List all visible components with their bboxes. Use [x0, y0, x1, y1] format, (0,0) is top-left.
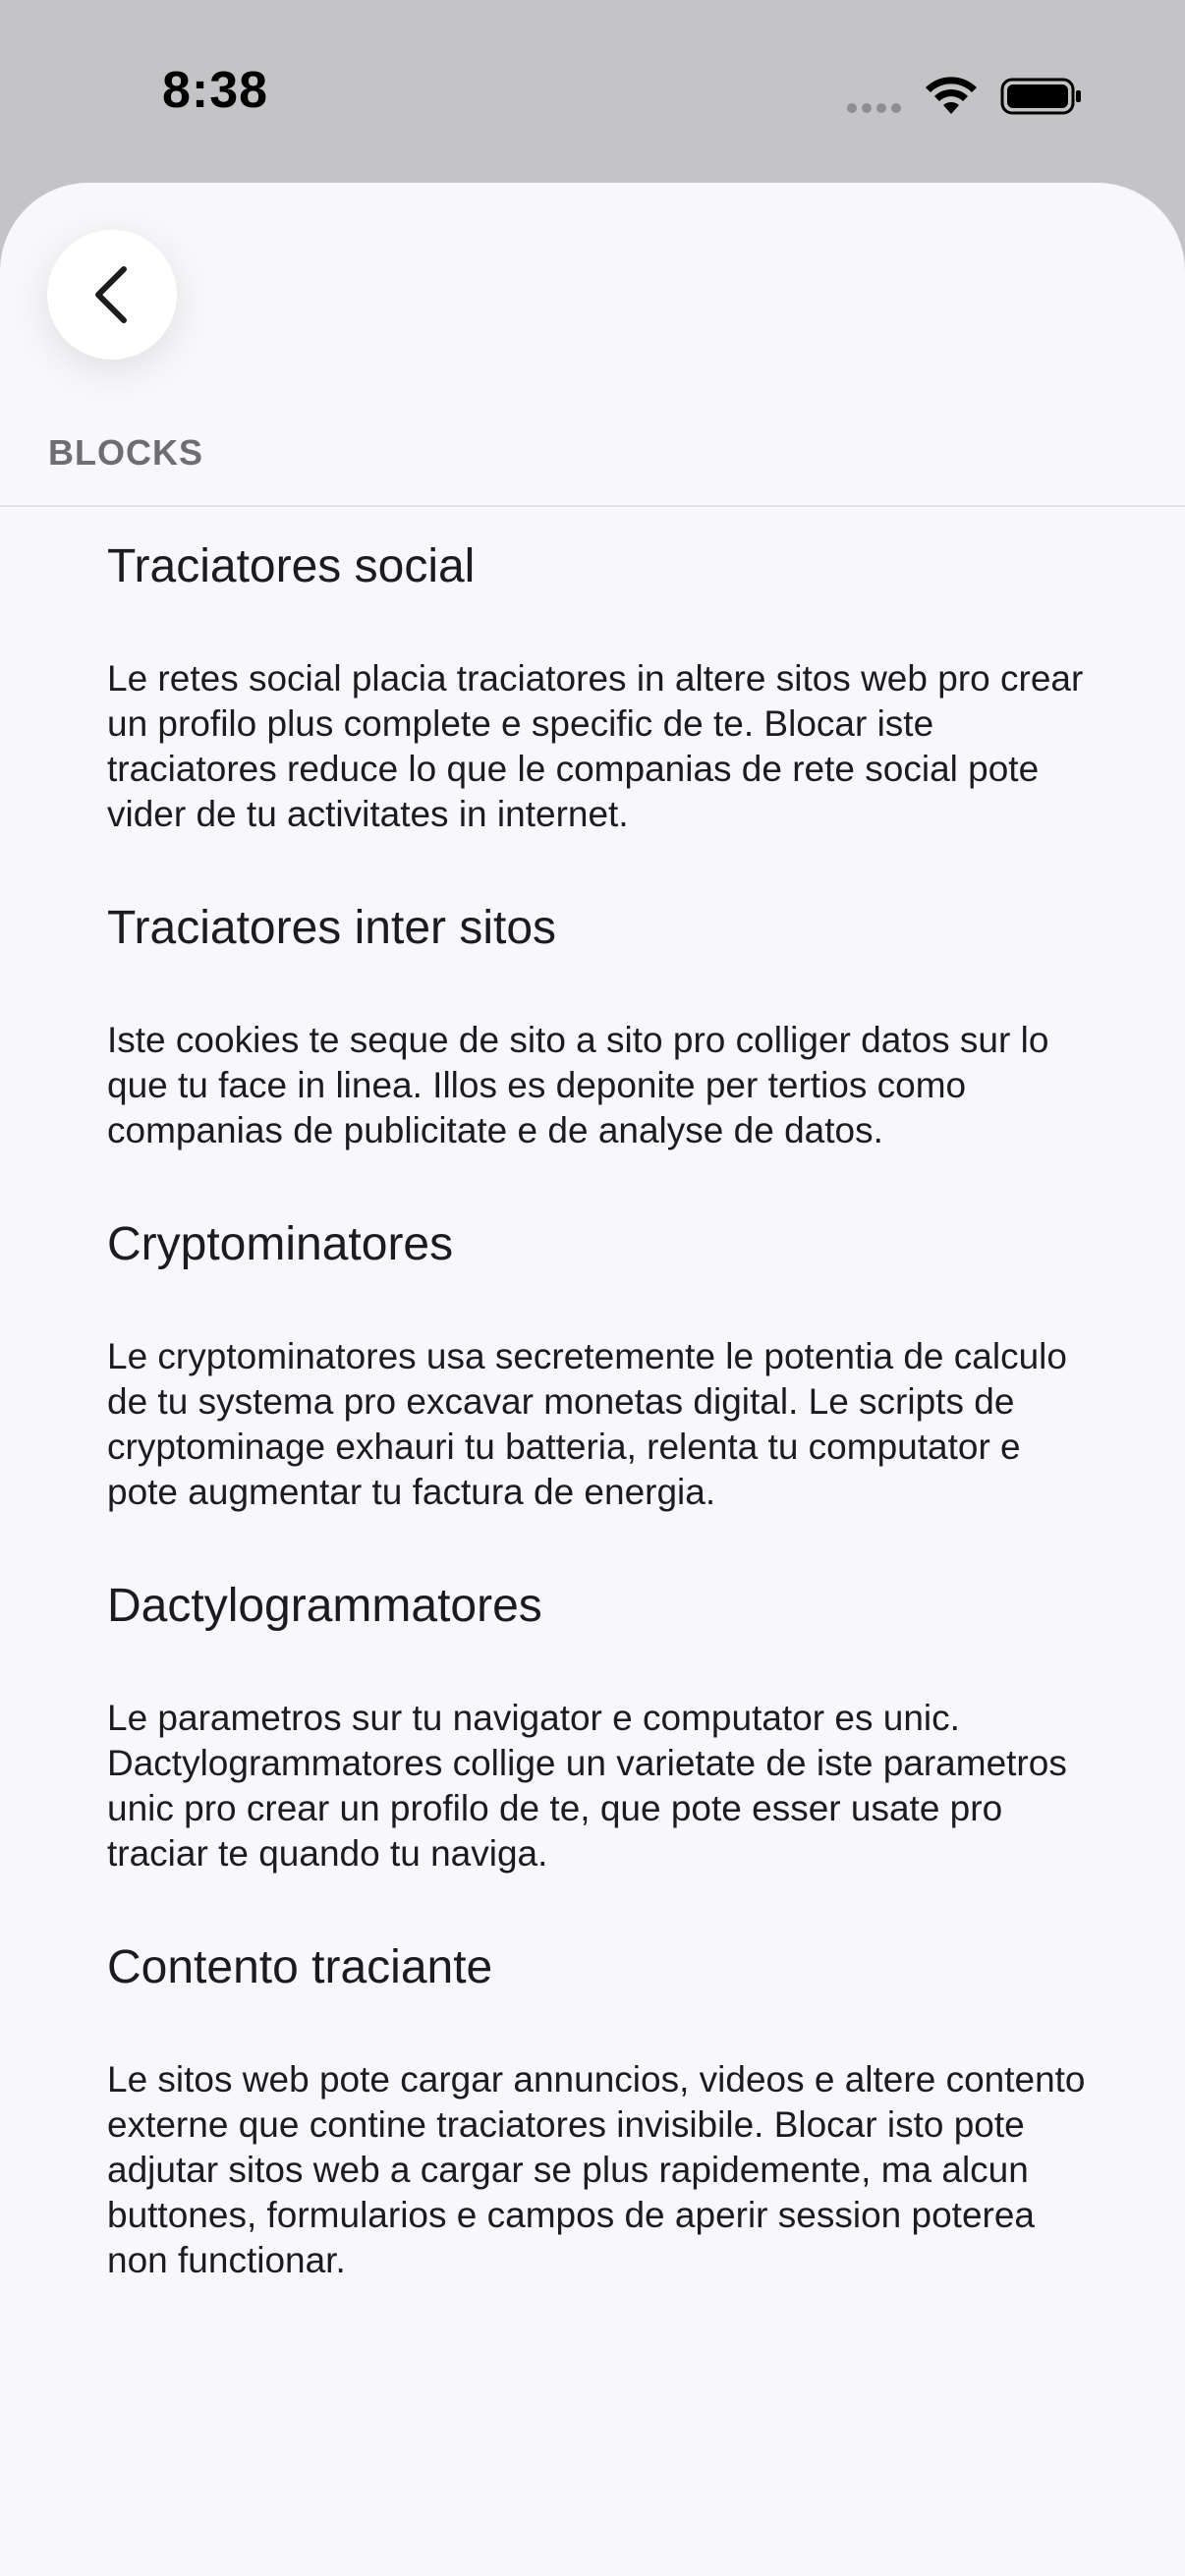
block-title: Cryptominatores — [107, 1218, 454, 1270]
divider — [0, 505, 1185, 507]
status-bar — [0, 0, 1185, 187]
block-description: Le parametros sur tu navigator e computator es unic. Dactylogrammatores collige un varietate de iste parametros unic pro crear un profilo de te, que pote esser usate pro traciar te quando tu naviga. — [107, 1698, 1067, 1874]
block-description: Le retes social placia traciatores in altere sitos web pro crear un profilo plus complete e specific de te. Blocar iste traciatores reduce lo que le companias de rete social pote vider de tu activitates in internet. — [107, 658, 1084, 834]
blocks-list — [107, 536, 1090, 2344]
block-item-cryptominers — [107, 1214, 1090, 1515]
block-title: Contento traciante — [107, 1941, 493, 1993]
block-item-social-trackers — [107, 536, 1090, 837]
block-item-cross-site-trackers — [107, 898, 1090, 1153]
signal-dots-icon — [847, 103, 901, 113]
section-header: BLOCKS — [48, 432, 203, 473]
chevron-left-icon — [88, 263, 136, 326]
status-time: 8:38 — [162, 62, 269, 119]
block-item-fingerprinters — [107, 1576, 1090, 1876]
back-button[interactable] — [47, 230, 177, 360]
block-title: Dactylogrammatores — [107, 1580, 542, 1632]
battery-icon — [1000, 77, 1083, 116]
wifi-icon — [924, 75, 979, 116]
block-description: Iste cookies te seque de sito a sito pro colliger datos sur lo que tu face in linea. Illos es deponite per tertios como companias de publicitate e de analyse de datos. — [107, 1020, 1049, 1150]
block-title: Traciatores inter sitos — [107, 902, 557, 954]
blocks-sheet — [0, 183, 1185, 2576]
block-description: Le cryptominatores usa secretemente le potentia de calculo de tu systema pro excavar monetas digital. Le scripts de cryptominage exhauri tu batteria, relenta tu computator e pote augmentar tu factura de energia. — [107, 1336, 1067, 1512]
block-description: Le sitos web pote cargar annuncios, videos e altere contento externe que contine traciatores invisibile. Blocar isto pote adjutar sitos web a cargar se plus rapidemente, ma alcun buttones, formularios e campos de aperir session poterea non functionar. — [107, 2059, 1086, 2280]
block-title: Traciatores social — [107, 540, 476, 592]
block-item-tracking-content — [107, 1937, 1090, 2283]
